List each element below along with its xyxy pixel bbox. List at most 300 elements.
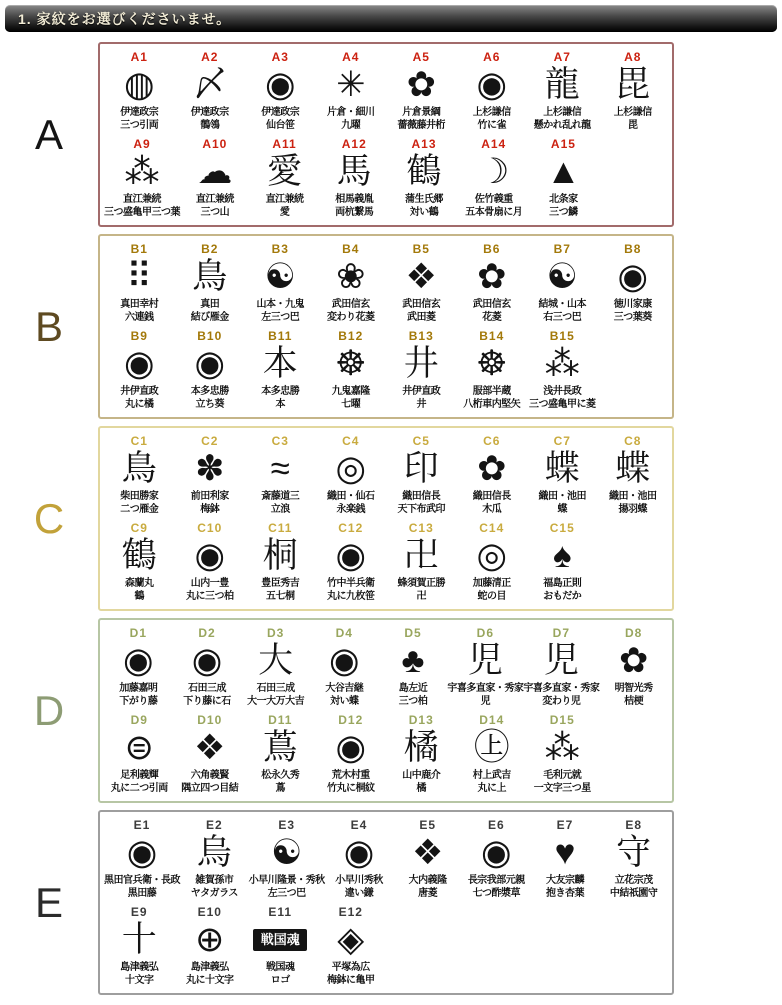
crest-icon: ☸	[476, 344, 508, 383]
crest-icon: ◉	[123, 344, 155, 383]
crest-name: 蛇の目	[477, 591, 506, 602]
crest-code: C7	[553, 434, 571, 448]
crest-icon: ♣	[401, 641, 425, 680]
crest-owner: 石田三成	[256, 683, 295, 694]
crest-code: B2	[201, 242, 219, 256]
crest-code: E8	[625, 818, 642, 832]
crest-icon: ♥	[554, 833, 576, 872]
crest-icon: ◉	[335, 536, 367, 575]
crest-item[interactable]	[527, 49, 598, 136]
crest-item[interactable]	[245, 712, 316, 799]
crest-code: A14	[481, 137, 507, 151]
crest-code: E1	[133, 818, 151, 832]
crest-code: B12	[338, 329, 364, 343]
crest-name: 竹に雀	[477, 120, 506, 131]
crest-owner: 九鬼嘉隆	[331, 386, 370, 397]
crest-icon: 龍	[544, 65, 580, 104]
crest-name: 五本骨扇に月	[465, 207, 523, 218]
crest-owner: 平塚為広	[331, 962, 370, 973]
crest-section	[0, 426, 782, 611]
crest-item[interactable]	[316, 433, 387, 520]
crest-box	[98, 426, 674, 611]
crest-name: 結び雁金	[190, 312, 229, 323]
crest-name: 三つ葉葵	[613, 312, 652, 323]
crest-owner: 島津義弘	[190, 962, 229, 973]
crest-item[interactable]	[104, 712, 175, 799]
crest-name: 三つ盛亀甲に菱	[529, 399, 596, 410]
crest-owner: 織田・池田	[538, 491, 586, 502]
crest-name: 対い鶴	[409, 207, 439, 218]
crest-code: A13	[411, 137, 437, 151]
crest-code: C5	[412, 434, 430, 448]
crest-item[interactable]	[462, 817, 531, 904]
crest-code: D4	[335, 626, 353, 640]
crest-item[interactable]	[316, 241, 387, 328]
crest-owner: 柴田勝家	[120, 491, 159, 502]
crest-owner: 大内義隆	[408, 875, 447, 886]
crest-owner: 片倉景綱	[402, 107, 441, 118]
crest-item[interactable]	[457, 433, 528, 520]
crest-icon: ✿	[477, 449, 507, 488]
crest-item[interactable]	[457, 328, 528, 415]
crest-owner: 徳川家康	[613, 299, 652, 310]
crest-row	[104, 904, 668, 991]
crest-item[interactable]	[598, 241, 669, 328]
crest-icon: ◉	[481, 833, 512, 872]
crest-item[interactable]	[325, 817, 394, 904]
crest-item[interactable]	[527, 328, 598, 415]
crest-name: 愛	[279, 207, 290, 218]
crest-icon: ◍	[123, 65, 155, 104]
crest-icon: ◉	[194, 536, 226, 575]
crest-owner: 山内一豊	[190, 578, 229, 589]
crest-name: ヤタガラス	[190, 888, 238, 899]
crest-item[interactable]	[531, 817, 600, 904]
crest-icon: ⠿	[126, 257, 153, 296]
crest-code: B11	[268, 329, 293, 343]
crest-item[interactable]	[527, 241, 598, 328]
crest-code: B6	[483, 242, 501, 256]
crest-item[interactable]	[389, 136, 459, 223]
crest-code: B8	[624, 242, 642, 256]
crest-owner: 井伊直政	[120, 386, 159, 397]
crest-item[interactable]	[598, 433, 669, 520]
crest-icon: ❖	[405, 257, 437, 296]
crest-name: 七つ酢漿草	[472, 888, 521, 899]
crest-item[interactable]	[104, 241, 175, 328]
crest-code: E12	[338, 905, 363, 919]
crest-item[interactable]	[245, 904, 316, 991]
crest-item[interactable]	[386, 328, 457, 415]
crest-code: C13	[408, 521, 434, 535]
crest-code: E3	[278, 818, 295, 832]
crest-name: 三つ柏	[398, 696, 428, 707]
crest-item[interactable]	[386, 520, 457, 607]
crest-code: A15	[550, 137, 576, 151]
crest-item[interactable]	[386, 712, 457, 799]
crest-owner: 宇喜多直家・秀家	[447, 683, 524, 694]
crest-owner: 浅井長政	[543, 386, 582, 397]
section-letter: A	[34, 110, 63, 158]
crest-icon: ◈	[337, 920, 365, 959]
crest-code: C4	[342, 434, 360, 448]
crest-item[interactable]	[175, 328, 246, 415]
crest-name: 永楽銭	[336, 504, 365, 515]
crest-code: C3	[271, 434, 289, 448]
crest-item[interactable]	[316, 328, 387, 415]
crest-item[interactable]	[245, 433, 316, 520]
crest-row	[104, 49, 668, 136]
crest-item[interactable]	[457, 49, 528, 136]
crest-owner: 大谷吉継	[325, 683, 364, 694]
crest-name: 梅鉢に亀甲	[327, 975, 375, 986]
crest-row	[104, 712, 668, 799]
crest-item[interactable]	[386, 49, 457, 136]
crest-row	[104, 433, 668, 520]
crest-item[interactable]	[104, 904, 175, 991]
crest-owner: 小早川隆景・秀秋	[248, 875, 325, 886]
crest-item[interactable]	[319, 136, 389, 223]
crest-icon: ❖	[194, 728, 226, 767]
crest-item[interactable]	[447, 625, 523, 712]
crest-owner: 石田三成	[187, 683, 226, 694]
crest-item[interactable]	[316, 520, 387, 607]
crest-owner: 武田信玄	[331, 299, 370, 310]
crest-icon: ❖	[411, 833, 444, 872]
crest-item[interactable]	[523, 625, 599, 712]
crest-item[interactable]	[180, 817, 249, 904]
crest-icon: 戦国魂	[253, 929, 307, 951]
crest-name: 井	[416, 399, 426, 410]
crest-name: 右三つ巴	[543, 312, 582, 323]
crest-item[interactable]	[459, 136, 529, 223]
crest-code: B7	[553, 242, 571, 256]
crest-icon: ☯	[270, 833, 303, 872]
crest-owner: 真田	[200, 299, 220, 310]
crest-item[interactable]	[104, 625, 173, 712]
crest-icon: ◉	[123, 641, 154, 680]
crest-icon: ◉	[264, 65, 296, 104]
crest-item[interactable]	[104, 328, 175, 415]
crest-item[interactable]	[104, 136, 180, 223]
crest-owner: 相馬義胤	[335, 194, 374, 205]
crest-item[interactable]	[180, 136, 250, 223]
crest-icon: ⁂	[124, 152, 160, 191]
crest-code: D14	[479, 713, 505, 727]
crest-name: 唐菱	[418, 888, 438, 899]
crest-icon: ⊕	[195, 920, 225, 959]
crest-name: 変わり児	[542, 696, 581, 707]
crest-item[interactable]	[249, 817, 325, 904]
crest-icon: 馬	[336, 152, 372, 191]
crest-name: 花菱	[482, 312, 502, 323]
crest-item[interactable]	[241, 625, 310, 712]
crest-code: A4	[342, 50, 360, 64]
crest-item[interactable]	[529, 136, 599, 223]
crest-icon: ⊜	[124, 728, 154, 767]
crest-name: 立ち葵	[195, 399, 224, 410]
crest-icon: ✿	[618, 641, 649, 680]
crest-icon: ❀	[336, 257, 366, 296]
crest-icon: ▲	[546, 152, 581, 191]
crest-code: D5	[404, 626, 422, 640]
crest-item[interactable]	[104, 49, 175, 136]
crest-code: A1	[130, 50, 148, 64]
section-letter: E	[34, 878, 63, 926]
crest-icon: 大	[258, 641, 294, 680]
crest-code: B15	[549, 329, 575, 343]
crest-icon: ☸	[335, 344, 367, 383]
crest-icon: 印	[403, 449, 439, 488]
crest-icon: 〆	[192, 65, 228, 104]
crest-item[interactable]	[527, 433, 598, 520]
crest-code: E11	[268, 905, 293, 919]
crest-name: 丸に三つ柏	[186, 591, 234, 602]
crest-name: 梅鉢	[200, 504, 220, 515]
crest-code: A6	[483, 50, 501, 64]
crest-code: C11	[268, 521, 293, 535]
crest-name: 三つ盛亀甲三つ葉	[104, 207, 180, 218]
crest-owner: 伊達政宗	[190, 107, 229, 118]
crest-name: 天下布武印	[397, 504, 445, 515]
crest-code: D11	[268, 713, 293, 727]
crest-code: A10	[202, 137, 228, 151]
crest-item[interactable]	[175, 433, 246, 520]
crest-name: おもだか	[543, 591, 582, 602]
crest-item[interactable]	[527, 712, 598, 799]
crest-item[interactable]	[104, 817, 180, 904]
crest-name: 本	[275, 399, 285, 410]
crest-item[interactable]	[175, 49, 246, 136]
crest-item[interactable]	[457, 520, 528, 607]
crest-icon: 鳥	[192, 257, 228, 296]
crest-owner: 織田・池田	[609, 491, 657, 502]
crest-item[interactable]	[245, 328, 316, 415]
crest-item[interactable]	[310, 625, 379, 712]
crest-row	[104, 520, 668, 607]
crest-item[interactable]	[245, 49, 316, 136]
crest-item[interactable]	[598, 49, 669, 136]
crest-name: 黒田藤	[127, 888, 157, 899]
crest-code: B5	[412, 242, 430, 256]
crest-owner: 武田信玄	[472, 299, 511, 310]
crest-owner: 戦国魂	[266, 962, 295, 973]
crest-owner: 竹中半兵衛	[327, 578, 375, 589]
crest-item[interactable]	[386, 433, 457, 520]
crest-name: 八桁車内堅矢	[463, 399, 521, 410]
crest-code: D7	[552, 626, 570, 640]
crest-icon: 蔦	[262, 728, 298, 767]
crest-icon: ✳	[336, 65, 366, 104]
crest-icon: ◎	[335, 449, 367, 488]
crest-owner: 荒木村重	[331, 770, 370, 781]
crest-name: 丸に十文字	[186, 975, 234, 986]
crest-item[interactable]	[316, 712, 387, 799]
crest-owner: 井伊直政	[402, 386, 441, 397]
crest-owner: 小早川秀秋	[335, 875, 383, 886]
crest-name: 武田菱	[407, 312, 436, 323]
crest-owner: 上杉謙信	[543, 107, 582, 118]
crest-item[interactable]	[599, 625, 668, 712]
crest-icon: 十	[121, 920, 157, 959]
crest-item[interactable]	[250, 136, 320, 223]
crest-item[interactable]	[379, 625, 448, 712]
crest-owner: 佐竹義重	[474, 194, 513, 205]
crest-icon: 烏	[196, 833, 232, 872]
crest-box	[98, 42, 674, 227]
crest-code: D15	[549, 713, 575, 727]
crest-item[interactable]	[316, 904, 387, 991]
crest-owner: 松永久秀	[261, 770, 300, 781]
crest-item[interactable]	[316, 49, 387, 136]
crest-item[interactable]	[527, 520, 598, 607]
crest-name: 蝶	[557, 504, 567, 515]
crest-name: 揚羽蝶	[618, 504, 647, 515]
crest-name: 隅立四つ目結	[181, 783, 239, 794]
crest-box	[98, 810, 674, 995]
crest-item[interactable]	[175, 520, 246, 607]
crest-name: 丸に二つ引両	[110, 783, 168, 794]
crest-code: D2	[198, 626, 216, 640]
crest-owner: 前田利家	[190, 491, 229, 502]
crest-name: 仙台笹	[266, 120, 295, 131]
crest-code: C6	[483, 434, 501, 448]
crest-icon: 卍	[403, 536, 439, 575]
crest-icon: 児	[467, 641, 503, 680]
crest-code: E9	[130, 905, 148, 919]
crest-owner: 伊達政宗	[261, 107, 300, 118]
crest-code: C8	[624, 434, 642, 448]
crest-owner: 村上武吉	[472, 770, 511, 781]
crest-name: 対い蝶	[330, 696, 359, 707]
crest-owner: 織田信長	[472, 491, 511, 502]
crest-item[interactable]	[175, 241, 246, 328]
crest-name: 七曜	[341, 399, 361, 410]
crest-name: 下り藤に石	[183, 696, 231, 707]
crest-icon: ☽	[478, 152, 510, 191]
crest-owner: 宇喜多直家・秀家	[523, 683, 600, 694]
crest-item[interactable]	[457, 241, 528, 328]
crest-name: 鶴	[134, 591, 144, 602]
crest-owner: 織田・仙石	[327, 491, 375, 502]
crest-item[interactable]	[104, 520, 175, 607]
crest-item[interactable]	[599, 817, 668, 904]
crest-code: C15	[549, 521, 575, 535]
step-header-bar	[5, 5, 777, 32]
crest-icon: ☯	[264, 257, 296, 296]
crest-icon: ◉	[343, 833, 375, 872]
crest-owner: 山中鹿介	[402, 770, 441, 781]
crest-owner: 本多忠勝	[261, 386, 300, 397]
crest-owner: 上杉謙信	[613, 107, 652, 118]
crest-icon: ㊤	[474, 728, 510, 767]
crest-icon: ⁂	[544, 344, 580, 383]
crest-owner: 片倉・細川	[327, 107, 375, 118]
crest-code: E7	[556, 818, 574, 832]
crest-owner: 山本・九鬼	[256, 299, 304, 310]
crest-section	[0, 42, 782, 227]
crest-item[interactable]	[457, 712, 528, 799]
page	[0, 5, 782, 995]
crest-icon: ◉	[476, 65, 508, 104]
crest-name: ロゴ	[270, 975, 290, 986]
crest-code: A11	[272, 137, 297, 151]
crest-icon: 井	[403, 344, 439, 383]
crest-owner: 伊達政宗	[120, 107, 159, 118]
crest-owner: 立花宗茂	[614, 875, 653, 886]
crest-name: 毘	[628, 120, 638, 131]
crest-item[interactable]	[386, 241, 457, 328]
crest-icon: ✿	[477, 257, 507, 296]
crest-owner: 織田信長	[402, 491, 441, 502]
crest-name: 丸に九枚笹	[327, 591, 375, 602]
crest-item[interactable]	[245, 520, 316, 607]
crest-item[interactable]	[175, 712, 246, 799]
crest-owner: 直江兼続	[265, 194, 304, 205]
crest-name: 二つ雁金	[120, 504, 159, 515]
crest-owner: 雑賀孫市	[195, 875, 234, 886]
crest-code: A5	[412, 50, 430, 64]
crest-owner: 福島正則	[543, 578, 582, 589]
crest-name: 左三つ巴	[261, 312, 300, 323]
crest-owner: 毛利元就	[543, 770, 582, 781]
page-title: 1. 家紋をお選びくださいませ。	[18, 10, 232, 27]
crest-name: 橘	[416, 783, 426, 794]
crest-name: 中結祇園守	[609, 888, 658, 899]
crest-row	[104, 625, 668, 712]
crest-code: C14	[479, 521, 505, 535]
crest-item[interactable]	[245, 241, 316, 328]
crest-code: A12	[341, 137, 367, 151]
crest-name: 立浪	[270, 504, 290, 515]
crest-owner: 大友宗麟	[545, 875, 584, 886]
crest-name: 三つ引両	[120, 120, 159, 131]
crest-icon: ◉	[617, 257, 649, 296]
crest-icon: 蝶	[544, 449, 580, 488]
crest-icon: 蝶	[615, 449, 651, 488]
crest-icon: 本	[262, 344, 298, 383]
crest-owner: 上杉謙信	[472, 107, 511, 118]
crest-icon: 桐	[262, 536, 298, 575]
crest-name: 抱き杏葉	[545, 888, 584, 899]
crest-owner: 足利義輝	[120, 770, 159, 781]
crest-name: 大一大万大吉	[247, 696, 305, 707]
crest-code: D10	[197, 713, 223, 727]
crest-section	[0, 618, 782, 803]
crest-item[interactable]	[173, 625, 242, 712]
crest-icon: 愛	[267, 152, 303, 191]
crest-code: B9	[130, 329, 148, 343]
crest-item[interactable]	[175, 904, 246, 991]
crest-name: 五七桐	[266, 591, 295, 602]
crest-owner: 加藤清正	[472, 578, 511, 589]
crest-owner: 真田幸村	[120, 299, 159, 310]
crest-item[interactable]	[104, 433, 175, 520]
crest-section	[0, 810, 782, 995]
crest-owner: 島津義弘	[120, 962, 159, 973]
crest-icon: ◉	[126, 833, 158, 872]
crest-item[interactable]	[393, 817, 462, 904]
crest-icon: 毘	[615, 65, 651, 104]
crest-owner: 黒田官兵衛・長政	[104, 875, 180, 886]
crest-icon: ⁂	[544, 728, 580, 767]
crest-name: 両杭繋馬	[335, 207, 374, 218]
crest-owner: 蜂須賀正勝	[397, 578, 445, 589]
crest-icon: ◉	[194, 344, 226, 383]
crest-name: 児	[480, 696, 491, 707]
crest-code: C1	[130, 434, 148, 448]
crest-owner: 服部半蔵	[472, 386, 511, 397]
